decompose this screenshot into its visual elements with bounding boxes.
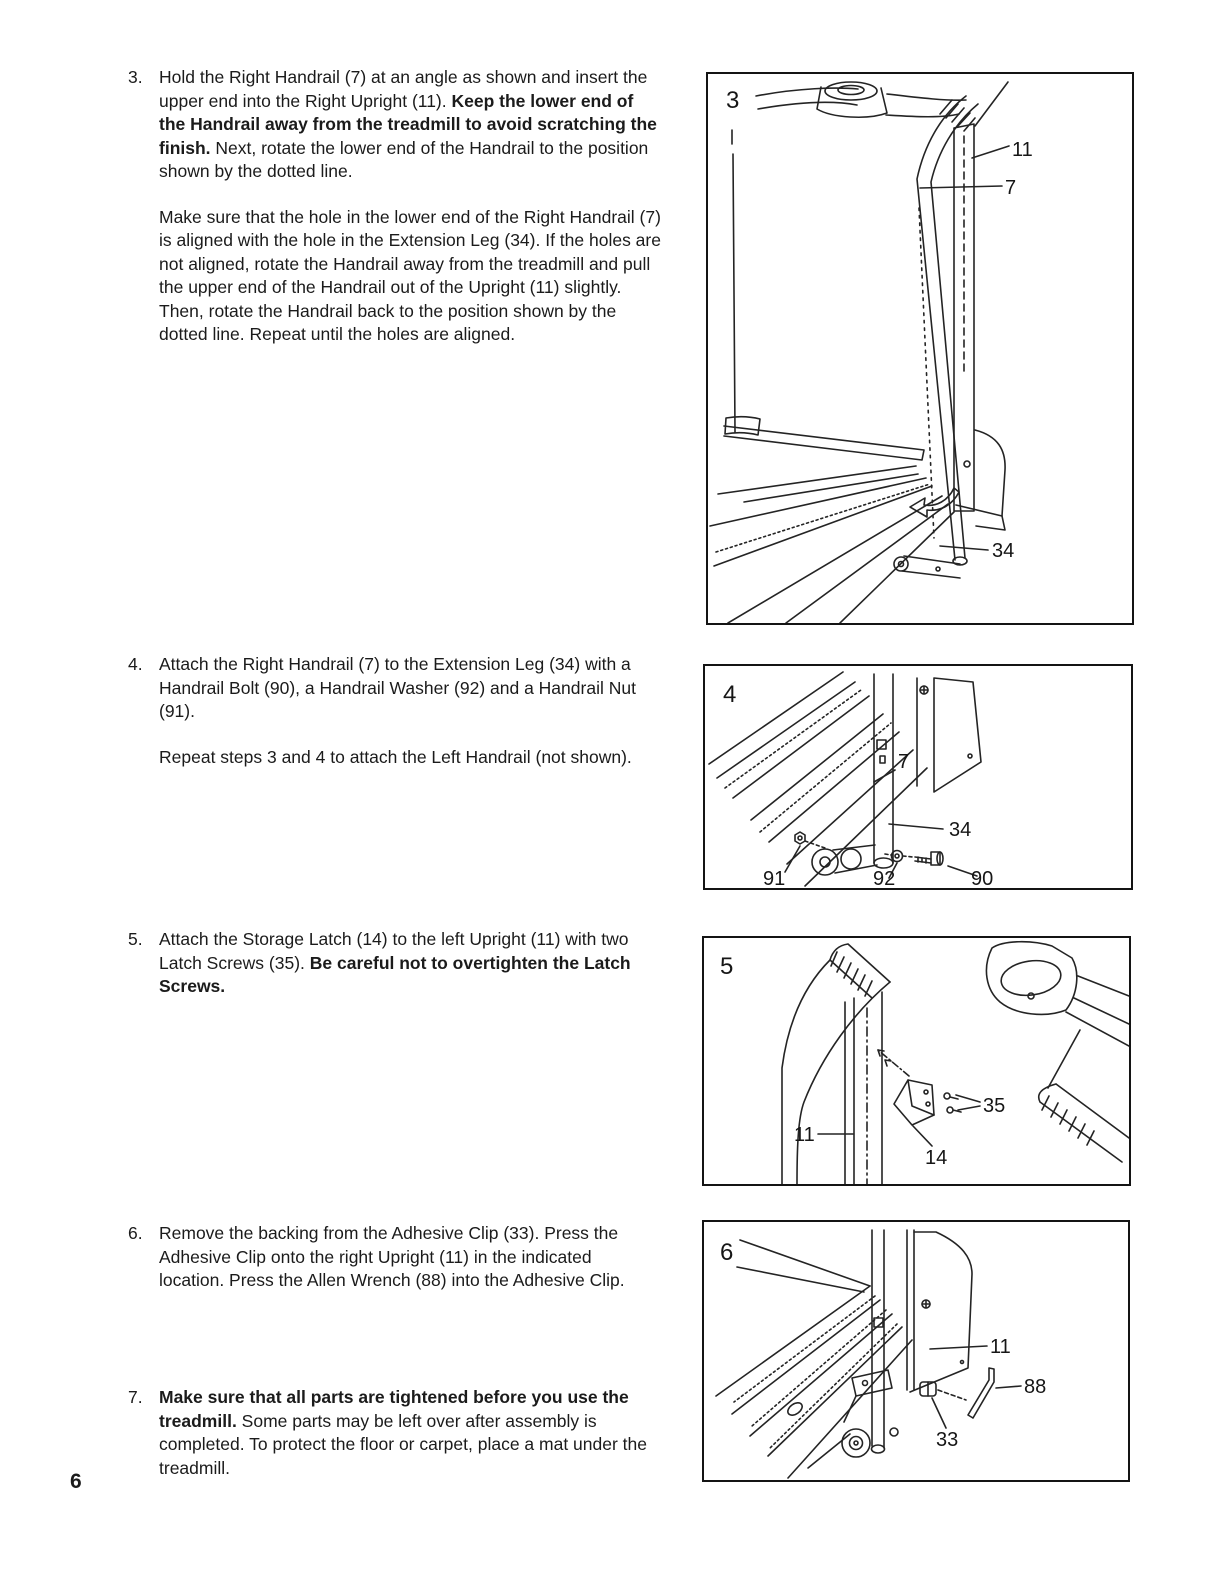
figure-4-box [703, 664, 1133, 890]
step-number: 7. [128, 1387, 143, 1407]
step-text [159, 928, 661, 999]
step-paragraph [159, 928, 661, 999]
figure-5-box [702, 936, 1131, 1186]
callout-bolt: 90 [971, 868, 994, 888]
callout-adhesive-clip: 33 [936, 1429, 959, 1451]
text-segment-bold: Make sure that all parts are tightened before you use the treadmill. [159, 1387, 629, 1431]
treadmill-insert-handrail-illustration [708, 74, 1132, 623]
handrail-bolt-illustration [705, 666, 1131, 888]
step-7 [128, 1386, 668, 1480]
callout-nut: 91 [763, 868, 786, 888]
step-paragraph [159, 1222, 661, 1293]
callout-washer: 92 [873, 868, 896, 888]
treadmill-drawing [710, 82, 1008, 623]
step-3 [128, 66, 668, 347]
step-number: 5. [128, 929, 143, 949]
text-segment: Attach the Right Handrail (7) to the Extension Leg (34) with a Handrail Bolt (90), a Handrail Washer (92) and a Handrail Nut (91). [159, 654, 636, 721]
step-text [159, 1386, 661, 1480]
step-text [159, 1222, 661, 1293]
step-text [159, 653, 661, 769]
text-segment: Attach the Storage Latch (14) to the left Upright (11) with two Latch Screws (35). [159, 929, 629, 973]
step-4 [128, 653, 668, 769]
figure-6-box [702, 1220, 1130, 1482]
step-5 [128, 928, 668, 999]
step-6 [128, 1222, 668, 1293]
callout-upright: 11 [794, 1124, 815, 1146]
step-paragraph [159, 206, 661, 347]
page-number: 6 [70, 1470, 82, 1493]
text-segment: Remove the backing from the Adhesive Clip (33). Press the Adhesive Clip onto the right Upright (11) in the indicated location. Press the Allen Wrench (88) into the Adhesive Clip. [159, 1223, 625, 1290]
treadmill-drawing [709, 672, 981, 886]
text-segment: Hold the Right Handrail (7) at an angle as shown and insert the upper end into the Right Upright (11). [159, 67, 648, 111]
callout-extension-leg: 34 [992, 540, 1015, 562]
callout-upright: 11 [1012, 139, 1033, 161]
figure-number-label: 5 [720, 953, 734, 980]
text-segment-bold: Be careful not to overtighten the Latch Screws. [159, 952, 631, 996]
callout-allen-wrench: 88 [1024, 1376, 1047, 1398]
step-text [159, 66, 661, 347]
step-number: 6. [128, 1223, 143, 1243]
figure-number-label: 4 [723, 681, 737, 708]
callout-leader-lines [930, 1346, 1021, 1428]
rotate-arrow-icon [910, 488, 959, 517]
treadmill-drawing [782, 942, 1129, 1184]
callout-latch-screws: 35 [983, 1095, 1006, 1117]
step-number: 3. [128, 67, 143, 87]
storage-latch-illustration [704, 938, 1129, 1184]
adhesive-clip-illustration [704, 1222, 1128, 1480]
step-paragraph [159, 746, 661, 770]
callout-storage-latch: 14 [925, 1147, 948, 1169]
step-paragraph [159, 66, 661, 184]
text-segment: Next, rotate the lower end of the Handrail to the position shown by the dotted line. [159, 137, 649, 181]
text-segment: Repeat steps 3 and 4 to attach the Left Handrail (not shown). [159, 746, 632, 767]
callout-handrail: 7 [898, 751, 910, 773]
step-paragraph [159, 1386, 661, 1480]
callout-handrail: 7 [1005, 177, 1017, 199]
figure-number-label: 3 [726, 87, 740, 114]
text-segment: Make sure that the hole in the lower end of the Right Handrail (7) is aligned with the hole in the Extension Leg (34). If the holes are not aligned, rotate the Handrail away from the treadmill and pull the upper end of the Handrail out of the Upright (11) slightly. Then, rotate the Handrail back to the position shown by the dotted line. Repeat until the holes are aligned. [159, 206, 661, 344]
text-segment-bold: Keep the lower end of the Handrail away from the treadmill to avoid scratching the finish. [159, 90, 657, 158]
callout-extension-leg: 34 [949, 819, 972, 841]
text-segment: Some parts may be left over after assembly is completed. To protect the floor or carpet, place a mat under the treadmill. [159, 1410, 648, 1478]
figure-3-box [706, 72, 1134, 625]
callout-leader-lines [818, 1095, 980, 1146]
figure-number-label: 6 [720, 1239, 734, 1266]
callout-upright: 11 [990, 1336, 1011, 1358]
step-paragraph [159, 653, 661, 724]
step-number: 4. [128, 654, 143, 674]
